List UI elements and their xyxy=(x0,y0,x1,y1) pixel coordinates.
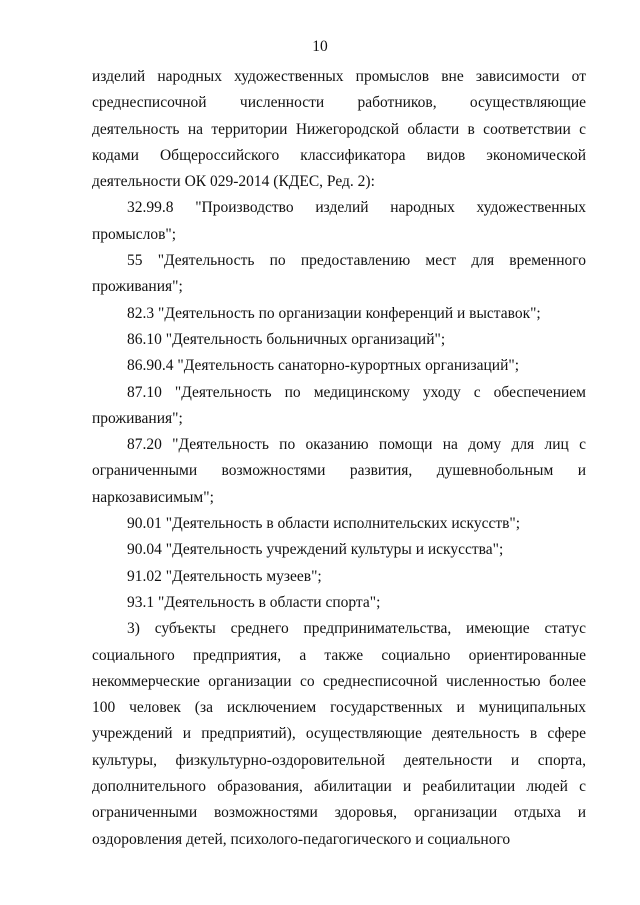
paragraph-okved-86-10: 86.10 "Деятельность больничных организаций"; xyxy=(127,330,446,348)
paragraph-okved-86-90-4: 86.90.4 "Деятельность санаторно-курортных организаций"; xyxy=(127,357,520,375)
paragraph-continuation: изделий народных художественных промыслов вне зависимости от среднесписочной численности работников, осуществляющие деятельность на территории Нижегородской области в соответствии с кодами Общероссийского классификатора видов экономической деятельности ОК 029-2014 (КДЕС, Ред. 2): xyxy=(92,68,586,191)
paragraph-okved-32-99-8: 32.99.8 "Производство изделий народных художественных промыслов"; xyxy=(92,199,586,243)
paragraph-okved-87-20: 87.20 "Деятельность по оказанию помощи на дому для лиц с ограниченными возможностями развития, душевнобольным и наркозависимым"; xyxy=(92,436,586,506)
paragraph-okved-90-04: 90.04 "Деятельность учреждений культуры и искусства"; xyxy=(127,541,504,559)
page-number: 10 xyxy=(312,38,328,55)
document-body xyxy=(92,64,586,853)
paragraph-okved-90-01: 90.01 "Деятельность в области исполнительских искусств"; xyxy=(127,515,521,533)
paragraph-okved-91-02: 91.02 "Деятельность музеев"; xyxy=(127,567,322,585)
paragraph-okved-87-10: 87.10 "Деятельность по медицинскому уходу с обеспечением проживания"; xyxy=(92,383,586,427)
paragraph-okved-82-3: 82.3 "Деятельность по организации конференций и выставок"; xyxy=(127,304,541,322)
paragraph-okved-93-1: 93.1 "Деятельность в области спорта"; xyxy=(127,593,381,611)
paragraph-okved-55: 55 "Деятельность по предоставлению мест для временного проживания"; xyxy=(92,252,586,296)
paragraph-item-3: 3) субъекты среднего предпринимательства, имеющие статус социального предприятия, а также социально ориентированные некоммерческие организации со среднесписочной численностью более 100 человек (за исключением государственных и муниципальных учреждений и предприятий), осуществляющие деятельность в сфере культуры, физкультурно-оздоровительной деятельности и спорта, дополнительного образования, абилитации и реабилитации людей с ограниченными возможностями здоровья, организации отдыха и оздоровления детей, психолого-педагогического и социального xyxy=(92,620,586,848)
